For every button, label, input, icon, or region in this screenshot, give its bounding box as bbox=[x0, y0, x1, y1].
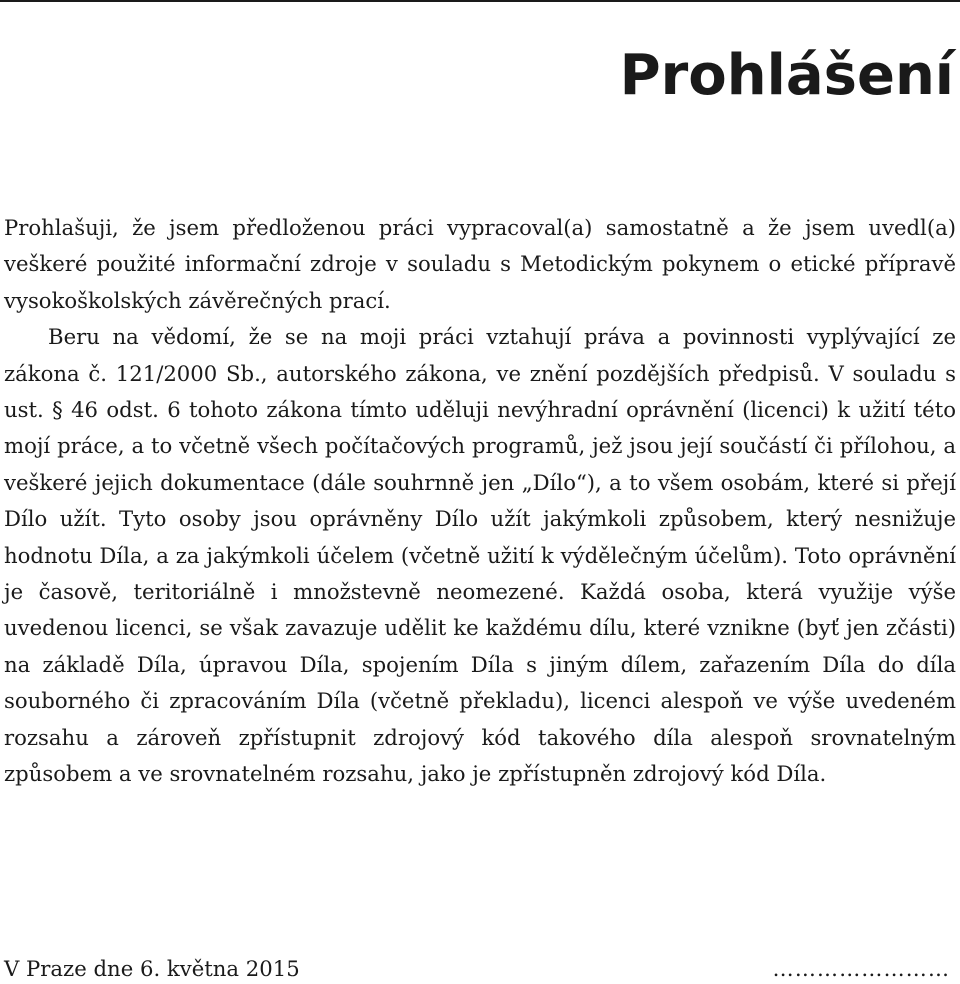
place-and-date: V Praze dne 6. května 2015 bbox=[4, 956, 300, 981]
page-title: Prohlášení bbox=[619, 43, 954, 108]
declaration-paragraph: Prohlašuji, že jsem předloženou práci vypracoval(a) samostatně a že jsem uvedl(a) veškeré použité informační zdroje v souladu s Metodickým pokynem o etické přípravě vysokoškolských závěrečných prací. bbox=[4, 215, 956, 313]
signature-line: …………………… bbox=[772, 956, 950, 981]
top-rule bbox=[0, 0, 960, 2]
declaration-body bbox=[4, 210, 956, 793]
license-paragraph: Beru na vědomí, že se na moji práci vztahují práva a povinnosti vyplývající ze zákona č. 121/2000 Sb., autorského zákona, ve znění pozdějších předpisů. V souladu s ust. § 46 odst. 6 tohoto zákona tímto uděluji nevýhradní oprávnění (licenci) k užití této mojí práce, a to včetně všech počítačových programů, jež jsou její součástí či přílohou, a veškeré jejich dokumentace (dále souhrnně jen „Dílo“), a to všem osobám, které si přejí Dílo užít. Tyto osoby jsou oprávněny Dílo užít jakýmkoli způsobem, který nesnižuje hodnotu Díla, a za jakýmkoli účelem (včetně užití k výdělečným účelům). Toto oprávnění je časově, teritoriálně i množstevně neomezené. Každá osoba, která využije výše uvedenou licenci, se však zavazuje udělit ke každému dílu, které vznikne (byť jen zčásti) na základě Díla, úpravou Díla, spojením Díla s jiným dílem, zařazením Díla do díla souborného či zpracováním Díla (včetně překladu), licenci alespoň ve výše uvedeném rozsahu a zároveň zpřístupnit zdrojový kód takového díla alespoň srovnatelným způsobem a ve srovnatelném rozsahu, jako je zpřístupněn zdrojový kód Díla. bbox=[4, 324, 956, 787]
